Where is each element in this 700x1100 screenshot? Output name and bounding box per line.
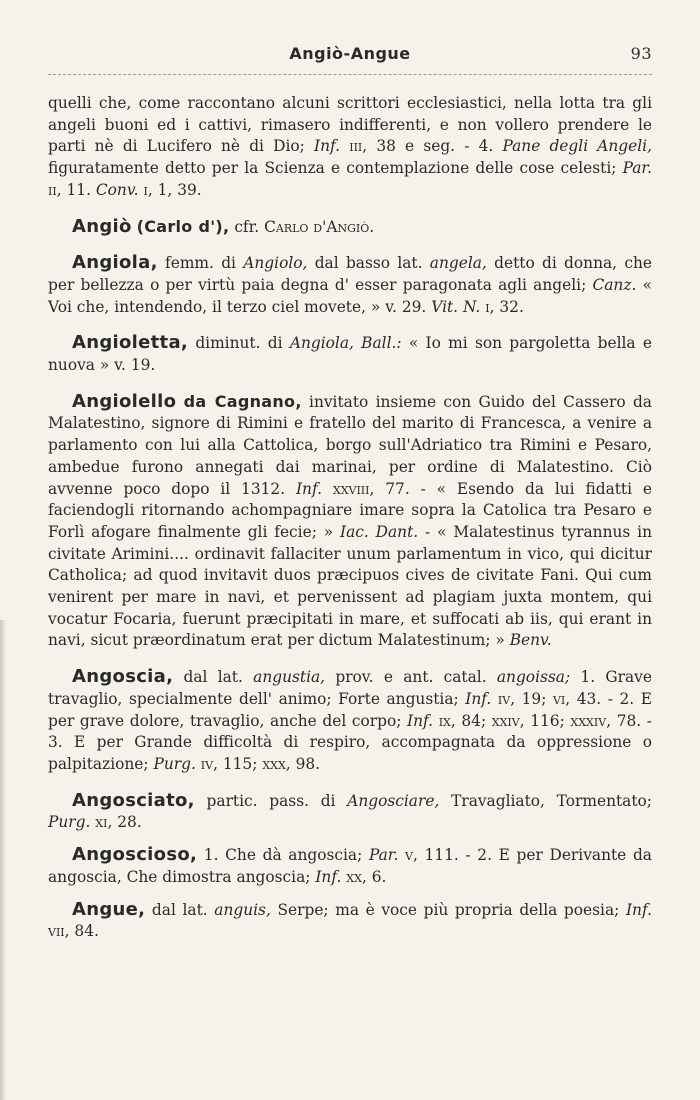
text: , 28. xyxy=(107,813,142,832)
entry-angoscioso xyxy=(48,844,652,888)
text: 1. Che dà angoscia; xyxy=(197,846,369,865)
text: , 19; xyxy=(510,689,553,708)
headword: Angoscia, xyxy=(72,666,174,688)
text: femm. di xyxy=(157,254,244,273)
roman-numeral: xxviii xyxy=(332,479,370,498)
header-rule xyxy=(48,74,652,75)
text: dal basso lat. xyxy=(307,254,430,273)
text xyxy=(340,137,349,155)
text: , 111. - 2. E per Derivante da angoscia, Che dimostra angoscia; xyxy=(48,846,652,886)
text: , 84; xyxy=(450,711,492,730)
text: Serpe; ma è voce più propria della poesia; xyxy=(270,900,626,919)
text: quelli che, come raccontano alcuni scrittori ecclesiastici, nella lotta tra gli angeli buoni ed i cattivi, rimasero indifferenti, e non vollero prendere le parti nè di Lucifero nè di Dio; xyxy=(48,94,652,156)
entry-angioletta xyxy=(48,332,652,376)
entry-angoscia xyxy=(48,666,652,776)
text: , 32. xyxy=(489,297,524,316)
text: , 84. xyxy=(64,922,99,941)
citation: Conv. xyxy=(95,180,139,199)
citation: Benv. xyxy=(509,631,552,650)
citation: Canz. xyxy=(592,275,637,294)
text: diminut. di xyxy=(188,334,290,353)
headword: Angoscioso, xyxy=(72,844,198,866)
entry-angiola xyxy=(48,252,652,318)
roman-numeral: xi xyxy=(95,813,108,832)
citation: Inf. xyxy=(407,711,434,730)
text: , 6. xyxy=(361,867,387,886)
italic-term: anguis, xyxy=(214,900,271,919)
running-head-title: Angiò-Angue xyxy=(289,44,411,63)
text: dal lat. xyxy=(145,900,215,919)
citation: Inf. xyxy=(315,867,342,886)
citation: Par. xyxy=(622,159,652,178)
entry-angio xyxy=(48,216,652,239)
text: , 98. xyxy=(285,754,321,773)
citation: Vit. N. xyxy=(431,297,481,316)
text: « Voi che, intendendo, il terzo ciel movete, » v. 29. xyxy=(48,275,652,316)
page-number: 93 xyxy=(630,44,652,63)
italic-term: Angiolo, xyxy=(243,254,308,273)
cross-reference: Carlo d'Angiò xyxy=(264,217,370,236)
citation: Par. xyxy=(368,846,399,865)
roman-numeral: xx xyxy=(346,867,362,886)
text: dal lat. xyxy=(173,668,254,687)
text: partic. pass. di xyxy=(194,791,348,810)
italic-term: Pane degli Angeli, xyxy=(502,137,652,156)
text xyxy=(322,480,333,498)
roman-numeral: v xyxy=(405,846,413,865)
dictionary-page xyxy=(48,40,652,957)
citation: Inf. xyxy=(295,479,323,498)
text: - « Malatestinus tyrannus in civitate Arimini.... ordinavit fallaciter unum parlamentum in vico, qui dicitur Catholica; ad quod invitavit duos præcipuos cives de civitate Fani. Qui cum venirent per mare in navi, et pervenissent ad plagiam juxta montem, qui vocatur Focaria, fuerunt præcipitati in mare, et suffocati ab iis, qui erant in navi, sicut præordinatum erat per dictum Malatestinum; » xyxy=(48,522,652,650)
roman-numeral: iv xyxy=(497,689,511,708)
text: , 38 e seg. - 4. xyxy=(362,137,503,156)
citation: Purg. xyxy=(153,754,196,773)
text: , 78. - 3. E per Grande difficoltà di respiro, accompagnata da oppressione o palpitazione; xyxy=(48,711,652,773)
italic-term: angoissa; xyxy=(496,668,571,687)
text: cfr. xyxy=(229,217,265,236)
italic-term: Angiola, xyxy=(289,334,354,353)
running-head xyxy=(48,40,652,68)
citation: Inf. xyxy=(465,689,492,708)
headword-qualifier: da Cagnano, xyxy=(183,391,302,411)
text: prov. e ant. catal. xyxy=(325,668,497,687)
entry-angue xyxy=(48,899,652,943)
text: , 11. xyxy=(56,180,96,199)
citation: Iac. Dant. xyxy=(340,522,419,541)
italic-term: angela, xyxy=(429,254,487,273)
roman-numeral: i xyxy=(485,297,490,316)
roman-numeral: vi xyxy=(552,689,566,708)
page-edge-shadow xyxy=(0,620,6,1100)
headword: Angosciato, xyxy=(72,789,195,811)
headword-qualifier: (Carlo d'), xyxy=(136,216,230,236)
roman-numeral: vii xyxy=(48,922,65,941)
headword: Angiola, xyxy=(72,252,158,274)
roman-numeral: i xyxy=(143,180,148,199)
citation: Ball.: xyxy=(361,334,402,353)
headword: Angue, xyxy=(72,898,146,920)
roman-numeral: iv xyxy=(200,754,214,773)
roman-numeral: xxxiv xyxy=(570,711,607,730)
roman-numeral: xxiv xyxy=(491,711,520,730)
text: « Io mi son pargoletta bella e nuova » v. 19. xyxy=(48,334,652,375)
entry-angosciato xyxy=(48,790,652,834)
text: 1. Grave travaglio, specialmente dell' animo; Forte angustia; xyxy=(48,668,652,708)
citation: Inf. xyxy=(314,137,341,156)
headword: Angioletta, xyxy=(72,332,189,354)
entry-angiolello xyxy=(48,391,652,652)
headword: Angiolello xyxy=(72,390,177,412)
text xyxy=(398,846,405,864)
text: . xyxy=(369,217,375,236)
roman-numeral: xxx xyxy=(262,754,286,773)
entry-continuation xyxy=(48,93,652,202)
italic-term: Angosciare, xyxy=(347,791,440,810)
headword: Angiò xyxy=(72,215,132,237)
text: invitato insieme con Guido del Cassero da Malatestino, signore di Rimini e fratello del marito di Francesca, a venire a parlamento con lui alla Cattolica, borgo sull'Adriatico tra Rimini e Pesaro, ambedue furono annegati dai marinai, per ordine di Malatestino. Ciò avvenne poco dopo il 1312. xyxy=(48,392,652,498)
roman-numeral: ii xyxy=(48,180,57,199)
text: , 115; xyxy=(213,754,263,773)
text: , 1, 39. xyxy=(147,180,202,199)
citation: Purg. xyxy=(48,813,91,832)
text: figuratamente detto per la Scienza e contemplazione delle cose celesti; xyxy=(48,159,623,178)
text: , 43. - 2. E per grave dolore, travaglio, anche del corpo; xyxy=(48,689,652,730)
citation: Inf. xyxy=(625,900,652,919)
text: , 116; xyxy=(519,711,571,730)
text: Travagliato, Tormentato; xyxy=(439,791,652,810)
text: detto di donna, che per bellezza o per virtù paia degna d' esser paragonata agli angeli; xyxy=(48,254,652,294)
roman-numeral: iii xyxy=(349,137,363,156)
text: , 77. - « Esendo da lui fidatti e faciendogli ritornando achompagniare imare sopra la Catolica tra Pesaro e Forlì afogare finalmente gli fecie; » xyxy=(48,479,652,541)
roman-numeral: ix xyxy=(438,711,451,730)
italic-term: angustia, xyxy=(253,668,326,687)
